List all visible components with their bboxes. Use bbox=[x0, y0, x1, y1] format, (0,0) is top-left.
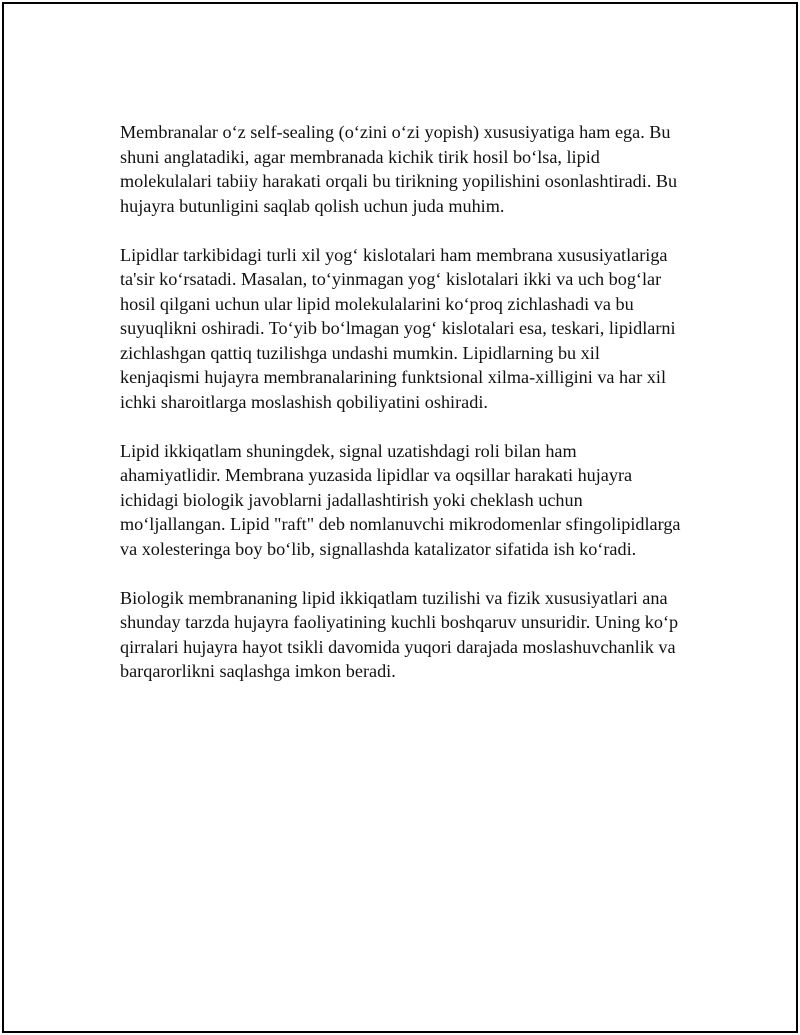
paragraph-conclusion: Biologik membrananing lipid ikkiqatlam tuzilishi va fizik xususiyatlari ana shunday tarzda hujayra faoliyatining kuchli boshqaruv unsuridir. Uning ko‘p qirralari hujayra hayot tsikli davomida yuqori darajada moslashuvchanlik va barqarorlikni saqlashga imkon beradi. bbox=[120, 587, 679, 681]
paragraph-fatty-acids: Lipidlar tarkibidagi turli xil yog‘ kislotalari ham membrana xususiyatlariga ta'sir ko‘rsatadi. Masalan, to‘yinmagan yog‘ kislotalari ikki va uch bog‘lar hosil qilgani uchun ular lipid molekulalarini ko‘proq zichlashadi va bu suyuqlikni oshiradi. To‘yib bo‘lmagan yog‘ kislotalari esa, teskari, lipidlarni zichlashgan qattiq tuzilishga undashi mumkin. Lipidlarning bu xil kenjaqismi hujayra membranalarining funktsional xilma-xilligini va har xil ichki sharoitlarga moslashish qobiliyatini oshiradi. bbox=[120, 244, 676, 412]
document-page bbox=[2, 2, 798, 1033]
document-body bbox=[120, 120, 694, 708]
paragraph-signal-transduction: Lipid ikkiqatlam shuningdek, signal uzatishdagi roli bilan ham ahamiyatlidir. Membrana yuzasida lipidlar va oqsillar harakati hujayra ichidagi biologik javoblarni jadallashtirish yoki cheklash uchun mo‘ljallangan. Lipid "raft" deb nomlanuvchi mikrodomenlar sfingolipidlarga va xolesteringa boy bo‘lib, signallashda katalizator sifatida ish ko‘radi. bbox=[120, 440, 681, 559]
paragraph-self-sealing: Membranalar o‘z self-sealing (o‘zini o‘zi yopish) xususiyatiga ham ega. Bu shuni anglatadiki, agar membranada kichik tirik hosil bo‘lsa, lipid molekulalari tabiiy harakati orqali bu tirikning yopilishini osonlashtiradi. Bu hujayra butunligini saqlab qolish uchun juda muhim. bbox=[120, 122, 678, 216]
